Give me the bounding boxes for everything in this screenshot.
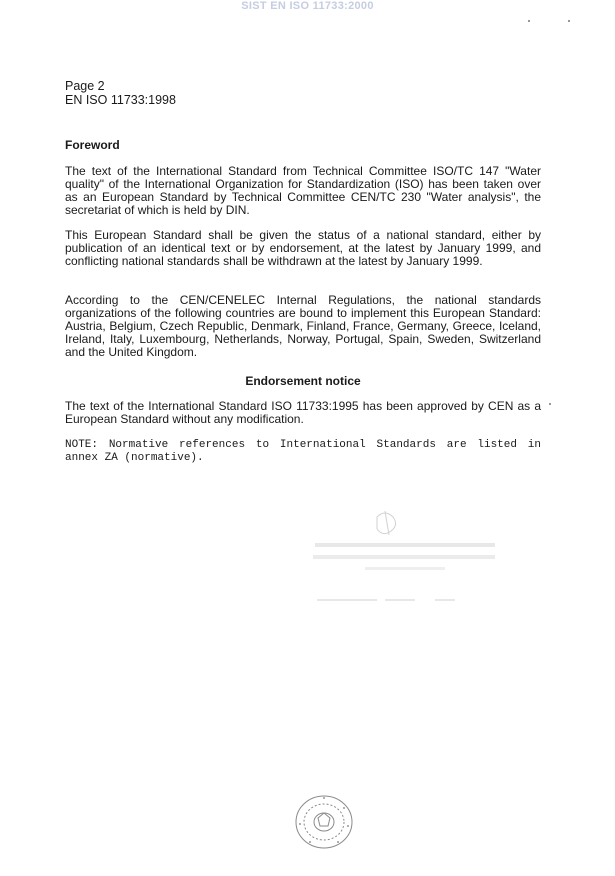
foreword-paragraph-2: This European Standard shall be given the status of a national standard, either by publication of an identical text or by endorsement, at the latest by January 1999, and conflicting national standards shall be withdrawn at the latest by January 1999.: [65, 228, 541, 268]
scan-speck: [568, 20, 570, 22]
watermark: SIST EN ISO 11733:2000: [241, 0, 374, 12]
standard-number: EN ISO 11733:1998: [65, 93, 176, 107]
endorsement-text: The text of the International Standard ISO 11733:1995 has been approved by CEN as a European Standard without any modification.: [65, 399, 541, 426]
normative-note: NOTE: Normative references to International Standards are listed in annex ZA (normative).: [65, 439, 541, 464]
scan-speck: [549, 403, 551, 405]
page-header: [65, 79, 176, 107]
scan-speck: [528, 20, 530, 22]
foreword-paragraph-1: The text of the International Standard from Technical Committee ISO/TC 147 "Water quality" of the International Organization for Standardization (ISO) has been taken over as an European Standard by Technical Committee CEN/TC 230 "Water analysis", the secretariat of which is held by DIN.: [65, 164, 541, 217]
circular-seal-image: [292, 790, 358, 852]
foreword-paragraph-3: According to the CEN/CENELEC Internal Regulations, the national standards organizations of the following countries are bound to implement this European Standard: Austria, Belgium, Czech Republic, Denmark, Finland, France, Germany, Greece, Iceland, Ireland, Italy, Luxembourg, Netherlands, Norway, Portugal, Spain, Sweden, Switzerland and the United Kingdom.: [65, 293, 541, 359]
endorsement-heading: Endorsement notice: [245, 374, 361, 388]
faint-stamp-image: [305, 505, 505, 610]
page-number: Page 2: [65, 79, 105, 93]
foreword-heading: Foreword: [65, 138, 120, 152]
